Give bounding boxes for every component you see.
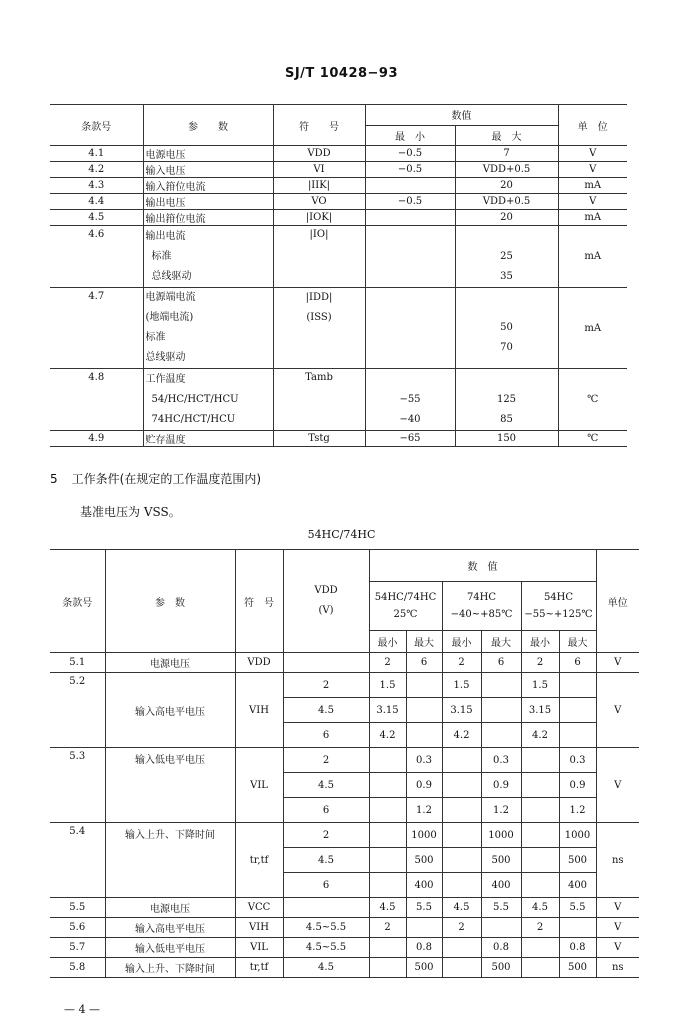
table-row: 4.7 电源端电流 (地端电流) 标准 总线驱动 |IDD| (ISS) 50 70 mA [50,288,627,369]
col-header-param: 参 数 [105,550,235,653]
table-row: 5.3 输入低电平电压 VIL 2 0.3 0.3 0.3 V [50,748,639,773]
table-row: 5.4 输入上升、下降时间 tr,tf 2 1000 1000 1000 ns [50,823,639,848]
absolute-maximum-ratings-table [50,104,627,447]
col-header-no: 条款号 [50,105,143,146]
table-row: 4.6 输出电流 标准 总线驱动 |IO| 25 35 mA [50,226,627,288]
page-number: — 4 — [64,1003,100,1016]
table-row: 4.3 输入箝位电流 |IIK| 20 mA [50,178,627,194]
col-header-unit: 单位 [596,550,639,653]
table-row: 4.5 0.9 0.9 0.9 [50,773,639,798]
table-row: 4.5 输出箝位电流 |IOK| 20 mA [50,210,627,226]
section-5-heading [50,470,275,487]
section-number: 5 [50,472,58,486]
table-row: 4.2 输入电压 VI −0.5 VDD+0.5 V [50,162,627,178]
table-row: 4.9 贮存温度 Tstg −65 150 ℃ [50,431,627,447]
col-header-unit: 单 位 [558,105,627,146]
col-header-sym: 符 号 [273,105,365,146]
col-header-sym: 符 号 [235,550,283,653]
table-row: 5.8 输入上升、下降时间 tr,tf 4.5 500 500 500 ns [50,958,639,978]
col-header-values: 数 值 [369,550,596,582]
table-row: 6 4.2 4.2 4.2 [50,723,639,748]
operating-conditions-table: 条款号 参 数 符 号 VDD (V) 数 值 单位 54HC/74HC 25℃ 74HC −40~+85℃ 54HC −55~+125℃ 最小 最大 最小 最大 最小 最大 5.1 电源电压 VDD 2 6 2 6 2 6 V 5.2 输入高电平电压 VIH 2 1.5 1.5 1.5 V 4.5 3.15 3.15 3.15 6 4.2 4.2 4.2 5.3 输入低电平电压 VIL 2 0.3 0.3 0.3 V 4.5 0.9 0.9 0.9 6 1.2 1.2 1.2 5.4 输入上升、下降时间 tr,tf 2 1000 1000 1000 ns 4.5 500 500 500 6 400 400 400 5.5 电源电压 VCC 4.5 5.5 4.5 5.5 4.5 5.5 V 5.6 输入高电平电压 VIH 4.5~5.5 2 2 2 V 5.7 输入低电平电压 VIL 4.5~5.5 0.8 0.8 0.8 V 5.8 输入上升、下降时间 tr,tf 4.5 500 500 500 ns [50,549,639,978]
table-row: 5.7 输入低电平电压 VIL 4.5~5.5 0.8 0.8 0.8 V [50,938,639,958]
document-header: SJ/T 10428−93 [284,66,399,81]
col-header-param: 参 数 [143,105,273,146]
col-header-no: 条款号 [50,550,105,653]
table-row: 4.5 3.15 3.15 3.15 [50,698,639,723]
col-header-min: 最 小 [365,125,455,146]
table-row: 6 1.2 1.2 1.2 [50,798,639,823]
table-row: 5.5 电源电压 VCC 4.5 5.5 4.5 5.5 4.5 5.5 V [50,898,639,918]
table-row: 4.1 电源电压 VDD −0.5 7 V [50,146,627,162]
table-row: 6 400 400 400 [50,873,639,898]
section-title: 工作条件(在规定的工作温度范围内) [71,472,262,486]
col-header-max: 最 大 [455,125,558,146]
reference-voltage-note: 基准电压为 VSS。 [80,505,181,519]
table2-title: 54HC/74HC [307,528,376,541]
table-row: 5.1 电源电压 VDD 2 6 2 6 2 6 V [50,653,639,673]
table-row: 4.4 输出电压 VO −0.5 VDD+0.5 V [50,194,627,210]
table-row: 5.2 输入高电平电压 VIH 2 1.5 1.5 1.5 V [50,673,639,698]
table-row: 4.8 工作温度 54/HC/HCT/HCU 74HC/HCT/HCU Tamb −55 −40 125 85 ℃ [50,369,627,431]
col-header-vdd: VDD [314,585,338,596]
table-row: 5.6 输入高电平电压 VIH 4.5~5.5 2 2 2 V [50,918,639,938]
table-row: 4.5 500 500 500 [50,848,639,873]
col-header-values: 数值 [365,105,558,126]
